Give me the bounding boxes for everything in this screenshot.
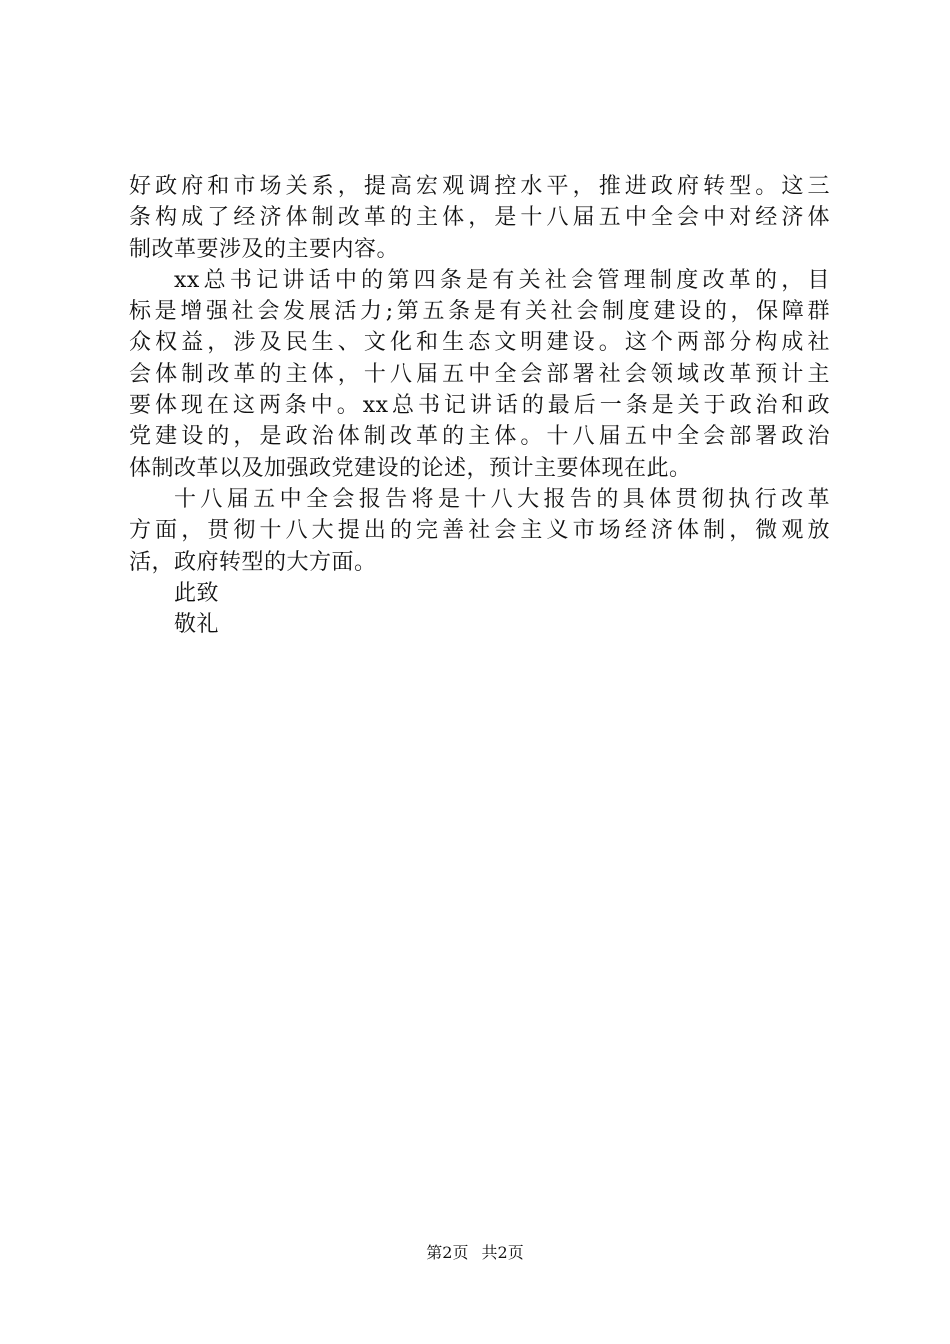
closing-salutation: 此致 — [174, 580, 220, 606]
paragraph-2-line-2: 标是增强社会发展活力;第五条是有关社会制度建设的，保障群 — [129, 299, 830, 325]
paragraph-1-line-1: 好政府和市场关系，提高宏观调控水平，推进政府转型。这三 — [129, 174, 830, 199]
document-body — [129, 171, 830, 640]
paragraph-2-line-5: 要体现在这两条中。xx总书记讲话的最后一条是关于政治和政 — [129, 393, 830, 419]
paragraph-3-line-2: 方面，贯彻十八大提出的完善社会主义市场经济体制，微观放 — [129, 518, 830, 544]
closing-regards: 敬礼 — [174, 612, 220, 638]
paragraph-2-line-7: 体制改革以及加强政党建设的论述，预计主要体现在此。 — [129, 455, 692, 481]
page-number-total: 共2页 — [481, 1243, 524, 1262]
paragraph-2-line-3: 众权益，涉及民生、文化和生态文明建设。这个两部分构成社 — [129, 330, 830, 356]
page-footer — [0, 1242, 950, 1264]
page-number-current: 第2页 — [426, 1243, 469, 1262]
paragraph-1-line-2: 条构成了经济体制改革的主体，是十八届五中全会中对经济体 — [129, 205, 830, 231]
paragraph-2-line-6: 党建设的，是政治体制改革的主体。十八届五中全会部署政治 — [129, 424, 830, 450]
paragraph-1-line-3: 制改革要涉及的主要内容。 — [129, 236, 400, 262]
paragraph-2-line-1: xx总书记讲话中的第四条是有关社会管理制度改革的，目 — [174, 267, 830, 293]
paragraph-3-line-3: 活，政府转型的大方面。 — [129, 549, 377, 575]
paragraph-3-line-1: 十八届五中全会报告将是十八大报告的具体贯彻执行改革 — [174, 486, 830, 512]
paragraph-2-line-4: 会体制改革的主体，十八届五中全会部署社会领域改革预计主 — [129, 361, 830, 387]
